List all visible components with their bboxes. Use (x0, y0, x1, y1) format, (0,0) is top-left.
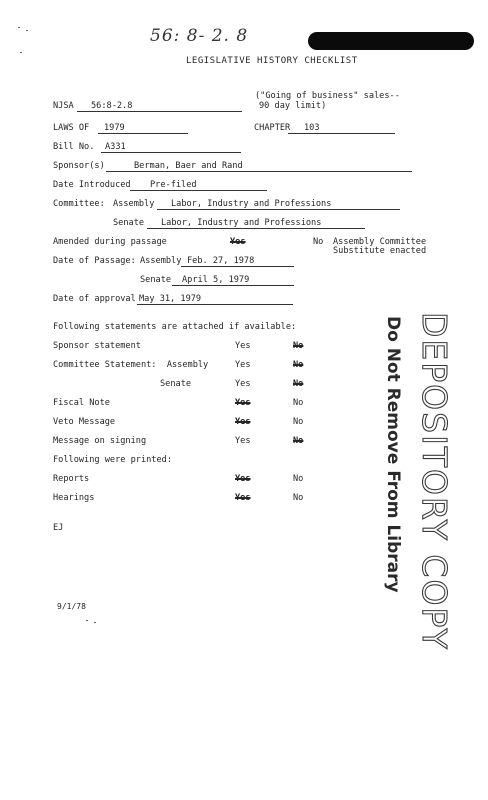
statement-label: Committee Statement: Assembly (53, 360, 209, 370)
laws-of-value: 1979 (98, 123, 188, 134)
chapter-value: 103 (288, 123, 395, 134)
njsa-note-line2: 90 day limit) (259, 101, 327, 111)
amended-no: No (313, 237, 324, 247)
statement-label: Fiscal Note (53, 398, 110, 408)
scan-speck (86, 620, 88, 621)
committee-assembly-value: Labor, Industry and Professions (157, 199, 400, 210)
statement-no: No (293, 436, 304, 446)
njsa-note-line1: ("Going of business" sales-- (255, 91, 400, 101)
sponsors-label: Sponsor(s) (53, 161, 105, 171)
statement-no: No (293, 417, 304, 427)
scan-speck (94, 622, 96, 623)
statement-yes: Yes (235, 379, 251, 389)
amended-note-line2: Substitute enacted (333, 246, 427, 256)
scan-speck (26, 30, 28, 31)
statement-yes: Yes (235, 341, 251, 351)
committee-assembly-label: Assembly (113, 199, 155, 209)
amended-yes: Yes (230, 237, 246, 247)
statement-label: Sponsor statement (53, 341, 141, 351)
njsa-value: 56:8-2.8 (77, 101, 242, 112)
amended-note-line1: Assembly Committee (333, 237, 427, 247)
attached-heading: Following statements are attached if available: (53, 322, 297, 332)
date-introduced-value: Pre-filed (130, 180, 267, 191)
handwritten-file-number: 56: 8- 2. 8 (150, 26, 249, 46)
statement-label: Veto Message (53, 417, 116, 427)
printed-no: No (293, 474, 304, 484)
committee-senate-label: Senate (113, 218, 145, 228)
njsa-label: NJSA (53, 101, 74, 111)
passage-label: Date of Passage: (53, 256, 136, 266)
statement-yes: Yes (235, 360, 251, 370)
passage-senate-label: Senate (140, 275, 172, 285)
statement-no: No (293, 360, 304, 370)
statement-no: No (293, 398, 304, 408)
statement-yes: Yes (235, 417, 251, 427)
chapter-label: CHAPTER (254, 123, 291, 133)
statement-no: No (293, 379, 304, 389)
printed-heading: Following were printed: (53, 455, 172, 465)
statement-label: Senate (160, 379, 192, 389)
footer-date: 9/1/78 (57, 602, 86, 611)
passage-assembly-label: Assembly (140, 256, 182, 266)
printed-label: Reports (53, 474, 90, 484)
committee-senate-value: Labor, Industry and Professions (147, 218, 365, 229)
statement-label: Message on signing (53, 436, 147, 446)
printed-yes: Yes (235, 474, 251, 484)
bill-no-label: Bill No. (53, 142, 95, 152)
scan-speck (18, 27, 20, 28)
committee-label: Committee: (53, 199, 105, 209)
statement-no: No (293, 341, 304, 351)
statement-yes: Yes (235, 398, 251, 408)
bill-no-value: A331 (101, 142, 241, 153)
approval-label: Date of approval (53, 294, 136, 304)
statement-yes: Yes (235, 436, 251, 446)
printed-yes: Yes (235, 493, 251, 503)
passage-senate-value: April 5, 1979 (172, 275, 294, 286)
printed-label: Hearings (53, 493, 95, 503)
initials: EJ (53, 523, 64, 533)
amended-label: Amended during passage (53, 237, 167, 247)
passage-assembly-value: Feb. 27, 1978 (181, 256, 294, 267)
scan-speck (20, 52, 22, 53)
printed-no: No (293, 493, 304, 503)
redaction-bar (308, 32, 474, 50)
date-introduced-label: Date Introduced (53, 180, 131, 190)
checklist-title: LEGISLATIVE HISTORY CHECKLIST (186, 56, 358, 66)
approval-value: May 31, 1979 (137, 294, 293, 305)
depository-copy-stamp: DEPOSITORY COPY (415, 312, 454, 651)
sponsors-value: Berman, Baer and Rand (106, 161, 412, 172)
do-not-remove-stamp: Do Not Remove From Library (383, 316, 403, 593)
laws-of-label: LAWS OF (53, 123, 90, 133)
